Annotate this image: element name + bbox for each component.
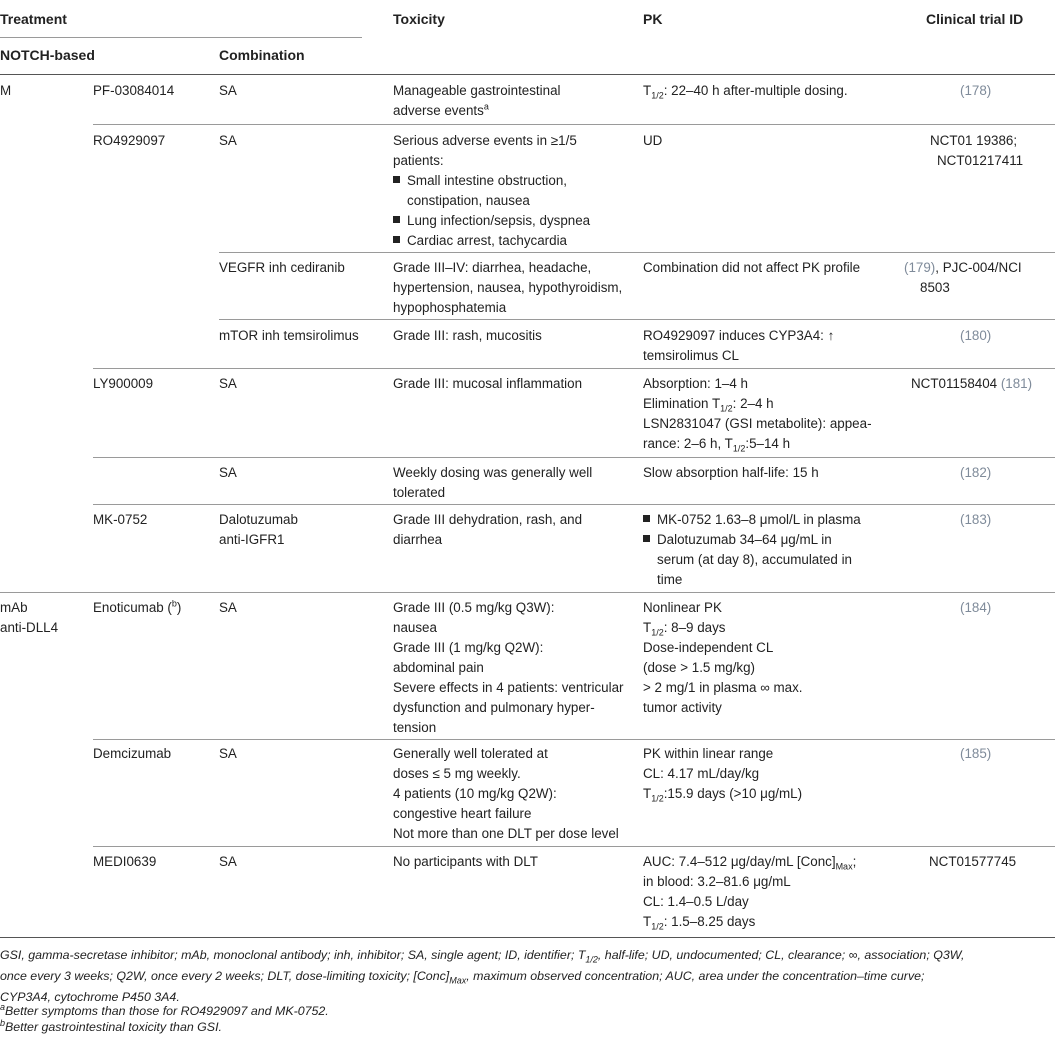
combination-cell: SA [219,600,237,615]
agent-mk0752: MK-0752 [93,512,148,527]
pk-cell: Elimination $T_{1/2}$: 2–4 h [643,396,774,414]
pk-cell: rance: 2–6 h, $T_{1/2}:5-14$ h [643,436,791,454]
bullet-item: Small intestine obstruction, [393,171,567,191]
toxicity-cell: hypophosphatemia [393,300,507,315]
pk-cell: CL: 1.4–0.5 L/day [643,894,749,909]
toxicity-cell: tolerated [393,485,446,500]
trial-id-cell: (179), PJC-004/NCI [904,260,1022,275]
toxicity-cell: Severe effects in 4 patients: ventricular [393,680,624,695]
pk-cell: (dose > 1.5 mg/kg) [643,660,756,675]
pk-cell: $T_{1/2}:15.9$ days (>10 μg/mL) [643,786,803,804]
toxicity-cell: Serious adverse events in ≥1/5 [393,133,577,148]
toxicity-cell: patients: [393,153,444,168]
toxicity-cell: Grade III dehydration, rash, and [393,512,583,527]
header-pk: PK [643,11,663,27]
toxicity-cell: tension [393,720,437,735]
toxicity-cell: congestive heart failure [393,806,532,821]
row-divider [93,739,1055,740]
bullet-item: constipation, nausea [407,193,530,208]
toxicity-cell: 4 patients (10 mg/kg Q2W): [393,786,557,801]
toxicity-cell: Grade III: rash, mucositis [393,328,542,343]
group-m: M [0,83,12,98]
combination-cell: SA [219,83,237,98]
combination-cell: VEGFR inh cediranib [219,260,345,275]
toxicity-cell: dysfunction and pulmonary hyper- [393,700,595,715]
pk-cell: Slow absorption half-life: 15 h [643,465,819,480]
group-mab: anti-DLL4 [0,620,59,635]
toxicity-cell: diarrhea [393,532,443,547]
footnote-b: $^b$Better gastrointestinal toxicity than GSI. [0,1017,222,1034]
bullet-item: Lung infection/sepsis, dyspnea [393,211,590,231]
header-toxicity: Toxicity [393,11,445,27]
toxicity-cell: No participants with DLT [393,854,538,869]
citation-link[interactable]: (181) [1000,376,1033,391]
pk-cell: temsirolimus CL [643,348,739,363]
pk-cell: $T_{1/2}$: 22–40 h after-multiple dosing. [643,83,848,101]
toxicity-cell: Generally well tolerated at [393,746,548,761]
pk-cell: > 2 mg/1 in plasma ∞ max. [643,680,803,695]
pk-cell: PK within linear range [643,746,774,761]
toxicity-cell: Weekly dosing was generally well [393,465,593,480]
toxicity-cell: adverse events$^a$ [393,101,489,118]
pk-cell: UD [643,133,663,148]
pk-cell: CL: 4.17 mL/day/kg [643,766,760,781]
bullet-item: MK-0752 1.63–8 μmol/L in plasma [643,510,861,530]
header-bottom-rule [0,74,1055,75]
footnote-abbreviations: GSI, gamma-secretase inhibitor; mAb, monoclonal antibody; inh, inhibitor; SA, single agent; ID, identifier; $T_{1/2}$, half-life; UD, undocumented; CL, clearance; ∞, association; Q3W, [0,948,965,965]
header-trial-id: Clinical trial ID [926,11,1024,27]
trial-id-cell: NCT01 19386; [930,133,1018,148]
agent-ly900009: LY900009 [93,376,154,391]
agent-demcizumab: Demcizumab [93,746,172,761]
trial-id-cell: NCT01577745 [929,854,1017,869]
citation-link[interactable]: (185) [960,746,992,761]
row-divider [93,124,1055,125]
group-mab: mAb [0,600,28,615]
trial-id-cell: NCT01217411 [937,153,1024,168]
citation-link[interactable]: (183) [960,512,992,527]
toxicity-cell: hypertension, nausea, hypothyroidism, [393,280,623,295]
toxicity-cell: Manageable gastrointestinal [393,83,561,98]
toxicity-cell: doses ≤ 5 mg weekly. [393,766,521,781]
combination-cell: SA [219,376,237,391]
header-divider [0,37,362,38]
header-treatment: Treatment [0,11,67,27]
footnote-abbreviations: CYP3A4, cytochrome P450 3A4. [0,990,180,1004]
citation-link[interactable]: (179) [904,260,936,275]
row-divider [93,368,1055,369]
row-divider [93,457,1055,458]
pk-cell: Nonlinear PK [643,600,722,615]
combination-cell: SA [219,854,237,869]
pk-cell: LSN2831047 (GSI metabolite): appea- [643,416,872,431]
row-divider [219,319,1055,320]
row-divider [219,252,1055,253]
toxicity-cell: Grade III: mucosal inflammation [393,376,583,391]
agent-enoticumab: Enoticumab ($^b$) [93,598,182,615]
header-combination: Combination [219,47,305,63]
row-divider [93,846,1055,847]
footnote-abbreviations: once every 3 weeks; Q2W, once every 2 weeks; DLT, dose-limiting toxicity; $[Conc]_{Max}$, maximum observed concentration; AUC, area under the concentration–time curve; [0,969,925,986]
agent-ro4929097: RO4929097 [93,133,166,148]
pk-cell: tumor activity [643,700,722,715]
pk-cell: Absorption: 1–4 h [643,376,748,391]
citation-link[interactable]: (180) [960,328,992,343]
combination-cell: SA [219,133,237,148]
bullet-item: time [657,572,683,587]
agent-medi0639: MEDI0639 [93,854,157,869]
citation-link[interactable]: (182) [960,465,992,480]
header-notch-based: NOTCH-based [0,47,95,63]
row-divider [0,592,1055,593]
toxicity-cell: Not more than one DLT per dose level [393,826,619,841]
combination-cell: SA [219,746,237,761]
bullet-item: Cardiac arrest, tachycardia [393,231,567,251]
pk-cell: $T_{1/2}$: 1.5–8.25 days [643,914,756,932]
toxicity-cell: Grade III (1 mg/kg Q2W): [393,640,544,655]
combination-cell: mTOR inh temsirolimus [219,328,359,343]
agent-pf03084014: PF-03084014 [93,83,175,98]
trial-id-cell: NCT01158404 (181) [911,376,1033,391]
bullet-item: Dalotuzumab 34–64 μg/mL in [643,530,832,550]
table-bottom-rule [0,937,1055,938]
combination-cell: anti-IGFR1 [219,532,285,547]
footnote-a: $^a$Better symptoms than those for RO4929097 and MK-0752. [0,1001,329,1018]
toxicity-cell: Grade III–IV: diarrhea, headache, [393,260,592,275]
pk-cell: Dose-independent CL [643,640,774,655]
combination-cell: Dalotuzumab [219,512,298,527]
trial-id-cell: 8503 [920,280,950,295]
toxicity-cell: Grade III (0.5 mg/kg Q3W): [393,600,555,615]
citation-link[interactable]: (184) [960,600,992,615]
bullet-item: serum (at day 8), accumulated in [657,552,852,567]
pk-cell: Combination did not affect PK profile [643,260,861,275]
toxicity-cell: abdominal pain [393,660,484,675]
pk-cell: AUC: 7.4–512 μg/day/mL $[Conc]_{Max}$; [643,854,857,872]
toxicity-cell: nausea [393,620,437,635]
pk-cell: $T_{1/2}$: 8–9 days [643,620,726,638]
row-divider [93,504,1055,505]
pk-cell: in blood: 3.2–81.6 μg/mL [643,874,791,889]
combination-cell: SA [219,465,237,480]
pk-cell: RO4929097 induces CYP3A4: ↑ [643,328,835,343]
citation-link[interactable]: (178) [960,83,992,98]
